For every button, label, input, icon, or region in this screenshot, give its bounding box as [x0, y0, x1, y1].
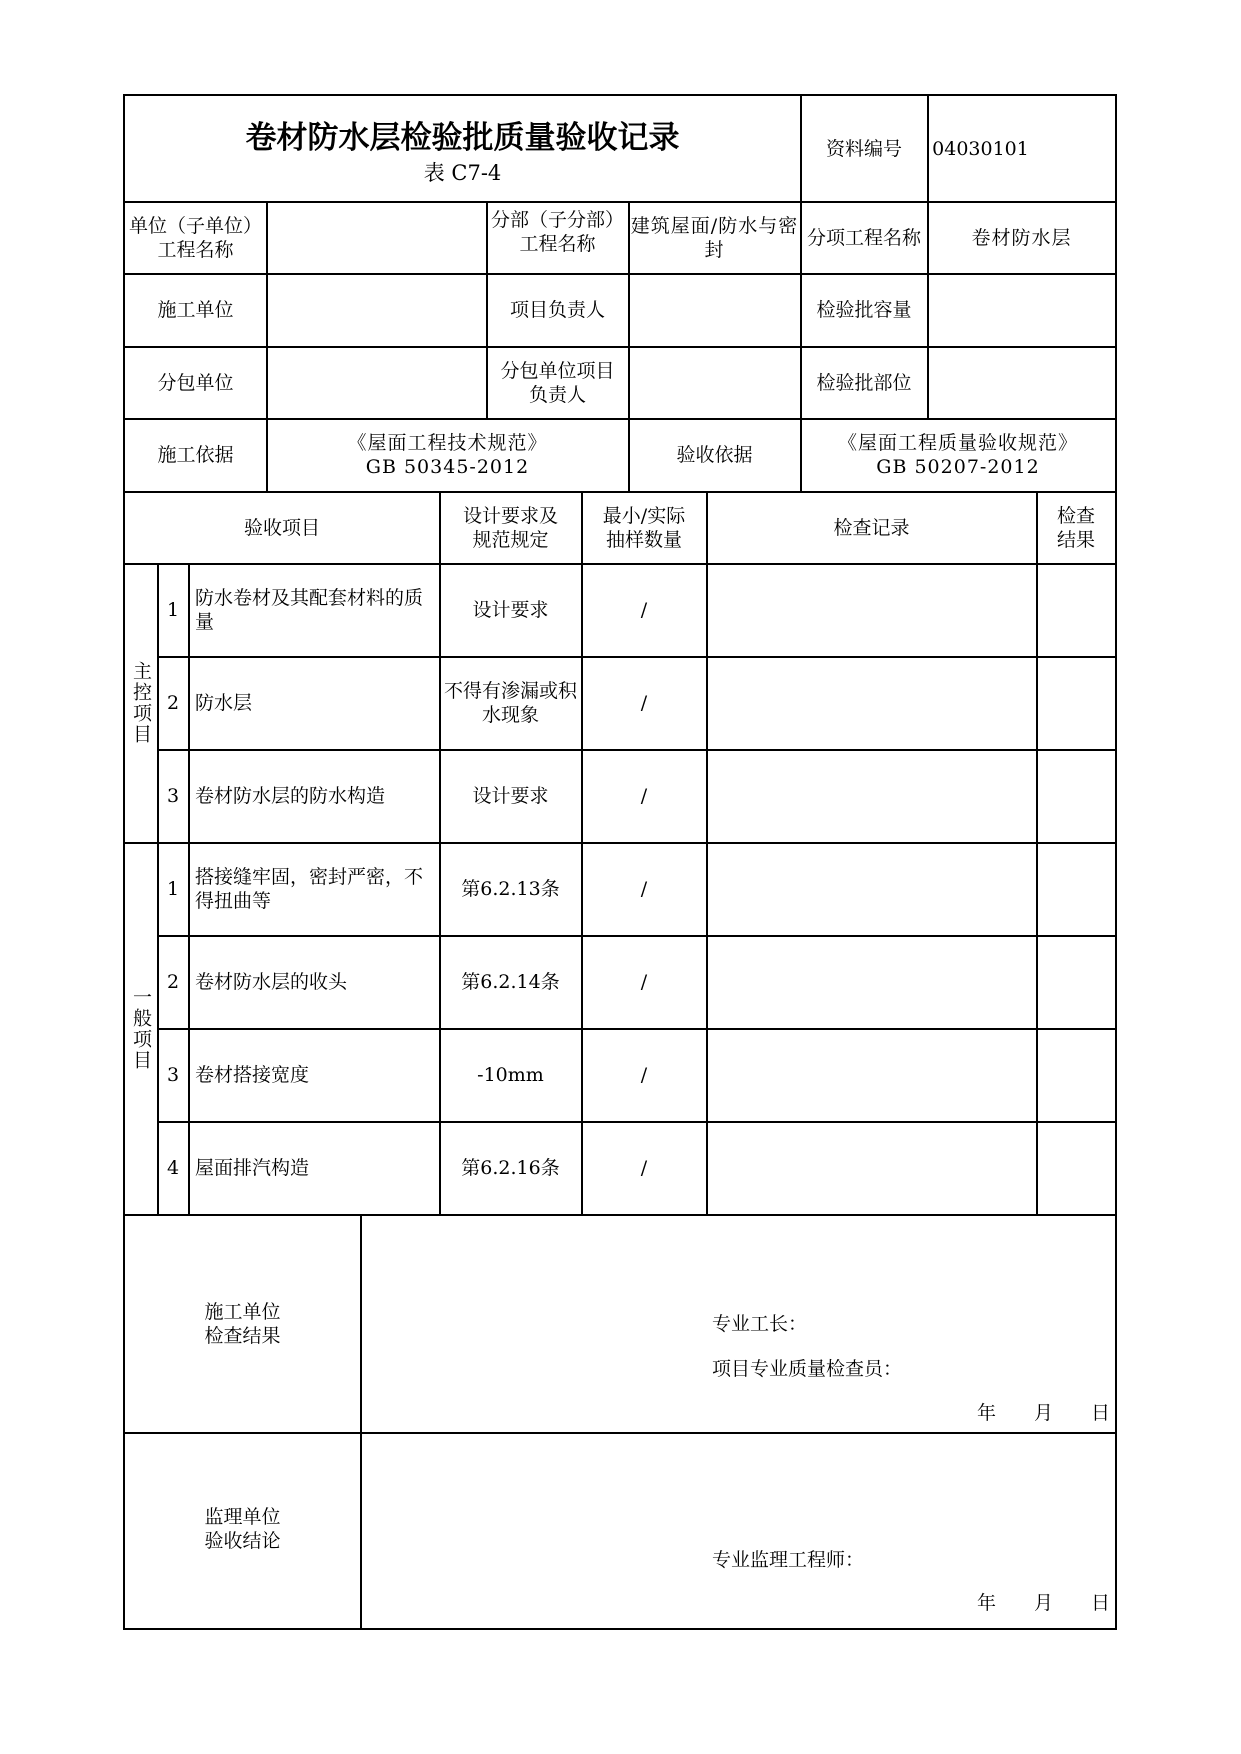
contractor-date: 年 月 日: [976, 1402, 1110, 1424]
item-name: 搭接缝牢固，密封严密，不 得扭曲等: [195, 866, 424, 912]
item-name: 防水层: [195, 692, 253, 714]
quality-inspector-signature-label: 项目专业质量检查员：: [712, 1358, 903, 1380]
item-number: 1: [166, 878, 180, 900]
item-requirement: 设计要求: [472, 785, 549, 807]
item-sample: /: [640, 971, 648, 993]
acceptance-basis-value: 《屋面工程质量验收规范》 GB 50207-2012: [837, 432, 1078, 478]
supervisor-date: 年 月 日: [976, 1592, 1110, 1614]
col-divider: [360, 1214, 362, 1630]
subcontractor-pm-value: [629, 347, 800, 418]
sub-item-label: 分项工程名称: [806, 226, 921, 249]
item-requirement: 第6.2.13条: [461, 878, 560, 900]
item-number: 3: [166, 1064, 180, 1086]
item-number: 1: [166, 599, 180, 621]
row-divider: [123, 1214, 1117, 1216]
item-requirement: 第6.2.16条: [461, 1157, 560, 1179]
contractor-value: [267, 274, 486, 346]
item-number: 4: [166, 1157, 180, 1179]
foreman-signature-label: 专业工长：: [712, 1313, 808, 1335]
item-name: 卷材防水层的防水构造: [195, 785, 386, 807]
unit-name-value: [267, 202, 486, 273]
header-requirement: 设计要求及 规范规定: [462, 504, 558, 551]
item-name: 卷材搭接宽度: [195, 1064, 310, 1086]
item-sample: /: [640, 878, 648, 900]
item-requirement: 不得有渗漏或积 水现象: [443, 680, 577, 726]
doc-no-label: 资料编号: [825, 137, 902, 160]
item-name: 防水卷材及其配套材料的质 量: [195, 587, 424, 633]
contractor-check-label: 施工单位 检查结果: [204, 1301, 281, 1347]
item-name: 卷材防水层的收头: [195, 971, 348, 993]
item-number: 3: [166, 785, 180, 807]
unit-name-label: 单位（子单位） 工程名称: [128, 214, 262, 261]
col-divider: [1036, 491, 1038, 1214]
item-number: 2: [166, 692, 180, 714]
project-manager-label: 项目负责人: [509, 299, 605, 321]
project-manager-value: [629, 274, 800, 346]
item-requirement: 第6.2.14条: [461, 971, 560, 993]
item-sample: /: [640, 1064, 648, 1086]
main-control-items-label: 主控项目: [130, 661, 152, 745]
header-inspection-record: 检查记录: [833, 516, 910, 539]
item-number: 2: [166, 971, 180, 993]
subcontractor-label: 分包单位: [157, 371, 234, 394]
header-inspection-result: 检查 结果: [1056, 504, 1095, 551]
item-sample: /: [640, 1157, 648, 1179]
batch-location-label: 检验批部位: [816, 371, 912, 394]
subcontractor-pm-label: 分包单位项目 负责人: [500, 359, 615, 406]
supervising-engineer-signature-label: 专业监理工程师：: [712, 1549, 865, 1571]
header-acceptance-item: 验收项目: [243, 516, 320, 539]
item-sample: /: [640, 785, 648, 807]
batch-capacity-value: [928, 274, 1115, 346]
table-number: 表 C7-4: [423, 161, 502, 185]
sub-division-value: 建筑屋面/防水与密 封: [630, 214, 799, 261]
construction-basis-value: 《屋面工程技术规范》 GB 50345-2012: [347, 432, 548, 478]
header-sample-count: 最小/实际 抽样数量: [602, 504, 686, 551]
sub-division-label: 分部（子分部） 工程名称: [490, 208, 624, 255]
contractor-label: 施工单位: [157, 299, 234, 321]
batch-location-value: [928, 347, 1115, 418]
item-sample: /: [640, 692, 648, 714]
subcontractor-value: [267, 347, 486, 418]
acceptance-basis-label: 验收依据: [676, 444, 753, 466]
item-requirement: 设计要求: [472, 599, 549, 621]
construction-basis-label: 施工依据: [157, 444, 234, 466]
col-divider: [706, 491, 708, 1214]
supervisor-conclusion-label: 监理单位 验收结论: [204, 1506, 281, 1552]
item-sample: /: [640, 599, 648, 621]
sub-item-value: 卷材防水层: [971, 226, 1072, 249]
general-items-label: 一般项目: [130, 986, 152, 1071]
item-name: 屋面排汽构造: [195, 1157, 310, 1179]
row-divider: [123, 1432, 1117, 1434]
batch-capacity-label: 检验批容量: [816, 299, 912, 321]
doc-no-value: 04030101: [932, 137, 1029, 160]
item-requirement: -10mm: [477, 1064, 544, 1086]
form-title: 卷材防水层检验批质量验收记录: [245, 120, 680, 156]
